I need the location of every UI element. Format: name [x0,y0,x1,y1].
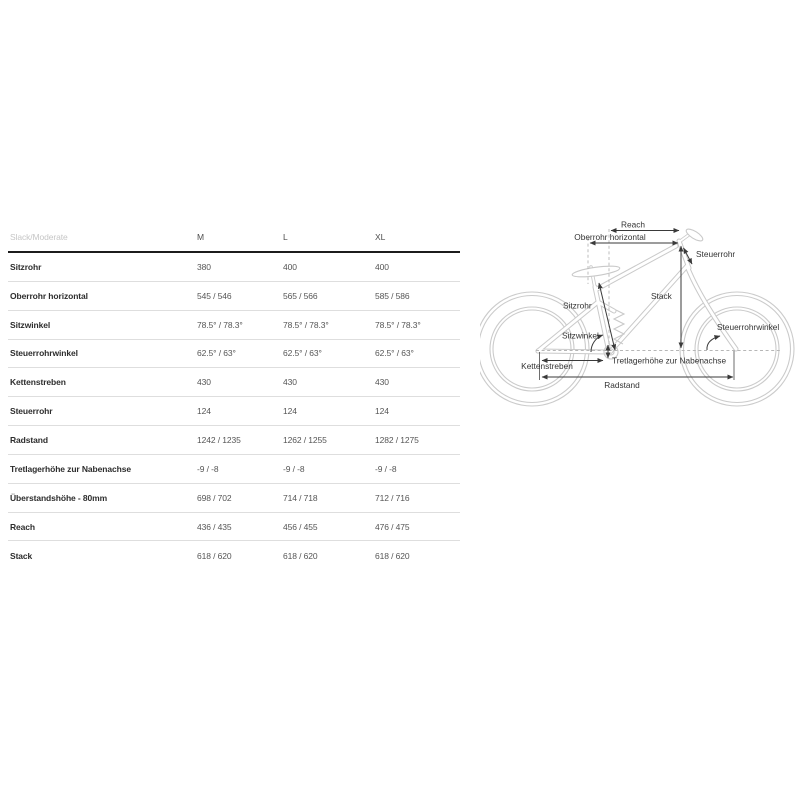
radstand-label: Radstand [604,380,640,390]
table-row [8,426,460,455]
table-row [8,253,460,282]
table-row [8,484,460,513]
geometry-table [8,222,460,570]
row-label: Kettenstreben [10,377,66,388]
table-row [8,455,460,484]
value-l: 124 [283,406,297,417]
value-m: 380 [197,261,211,272]
column-header-l: L [283,231,288,242]
table-row [8,397,460,426]
value-l: 714 / 718 [283,492,318,503]
value-xl: 712 / 716 [375,492,410,503]
value-m: 78.5° / 78.3° [197,319,243,330]
bike-geometry-diagram [480,208,800,412]
tretlagerhoehe-label: Tretlagerhöhe zur Nabenachse [612,355,727,366]
table-row [8,368,460,397]
value-xl: 476 / 475 [375,521,410,532]
column-header-xl: XL [375,231,386,242]
row-label: Reach [10,521,36,532]
row-label: Sitzwinkel [10,319,51,330]
value-xl: 618 / 620 [375,550,410,561]
value-l: -9 / -8 [283,463,305,474]
table-header-row [8,222,460,253]
value-l: 456 / 455 [283,521,318,532]
value-l: 78.5° / 78.3° [283,319,329,330]
table-row [8,311,460,340]
sitzwinkel-label: Sitzwinkel [562,330,599,341]
value-xl: 124 [375,406,389,417]
sitzrohr-label: Sitzrohr [563,300,592,311]
value-l: 400 [283,261,297,272]
value-l: 565 / 566 [283,290,318,301]
oberrohr-label: Oberrohr horizontal [574,232,646,242]
steuerrohrwinkel-arc [707,336,720,350]
row-label: Radstand [10,434,48,445]
row-label: Überstandshöhe - 80mm [10,492,108,503]
column-header-m: M [197,231,204,242]
steuerrohrwinkel-label: Steuerrohrwinkel [717,322,780,332]
value-l: 430 [283,377,297,388]
value-xl: 78.5° / 78.3° [375,319,421,330]
value-xl: 400 [375,261,389,272]
value-m: -9 / -8 [197,463,219,474]
value-xl: 430 [375,377,389,388]
table-row [8,282,460,311]
value-xl: -9 / -8 [375,463,397,474]
row-label: Oberrohr horizontal [10,290,88,301]
value-m: 62.5° / 63° [197,348,236,359]
value-m: 1242 / 1235 [197,434,241,445]
value-xl: 1282 / 1275 [375,434,419,445]
value-m: 124 [197,406,211,417]
value-xl: 585 / 586 [375,290,410,301]
value-l: 618 / 620 [283,550,318,561]
table-row [8,340,460,369]
geometry-setting-header: Slack/Moderate [10,231,68,242]
table-row [8,513,460,542]
stack-label: Stack [651,291,672,301]
value-m: 698 / 702 [197,492,232,503]
table-row [8,541,460,570]
steuerrohr-label: Steuerrohr [696,249,736,259]
row-label: Steuerrohr [10,406,53,417]
value-xl: 62.5° / 63° [375,348,414,359]
value-l: 62.5° / 63° [283,348,322,359]
row-label: Sitzrohr [10,261,42,272]
row-label: Steuerrohrwinkel [10,348,78,359]
value-l: 1262 / 1255 [283,434,327,445]
value-m: 545 / 546 [197,290,232,301]
row-label: Tretlagerhöhe zur Nabenachse [10,463,131,474]
value-m: 618 / 620 [197,550,232,561]
kettenstreben-label: Kettenstreben [521,361,573,371]
row-label: Stack [10,550,33,561]
reach-label: Reach [621,219,645,230]
saddle-icon [572,264,621,279]
value-m: 436 / 435 [197,521,232,532]
value-m: 430 [197,377,211,388]
